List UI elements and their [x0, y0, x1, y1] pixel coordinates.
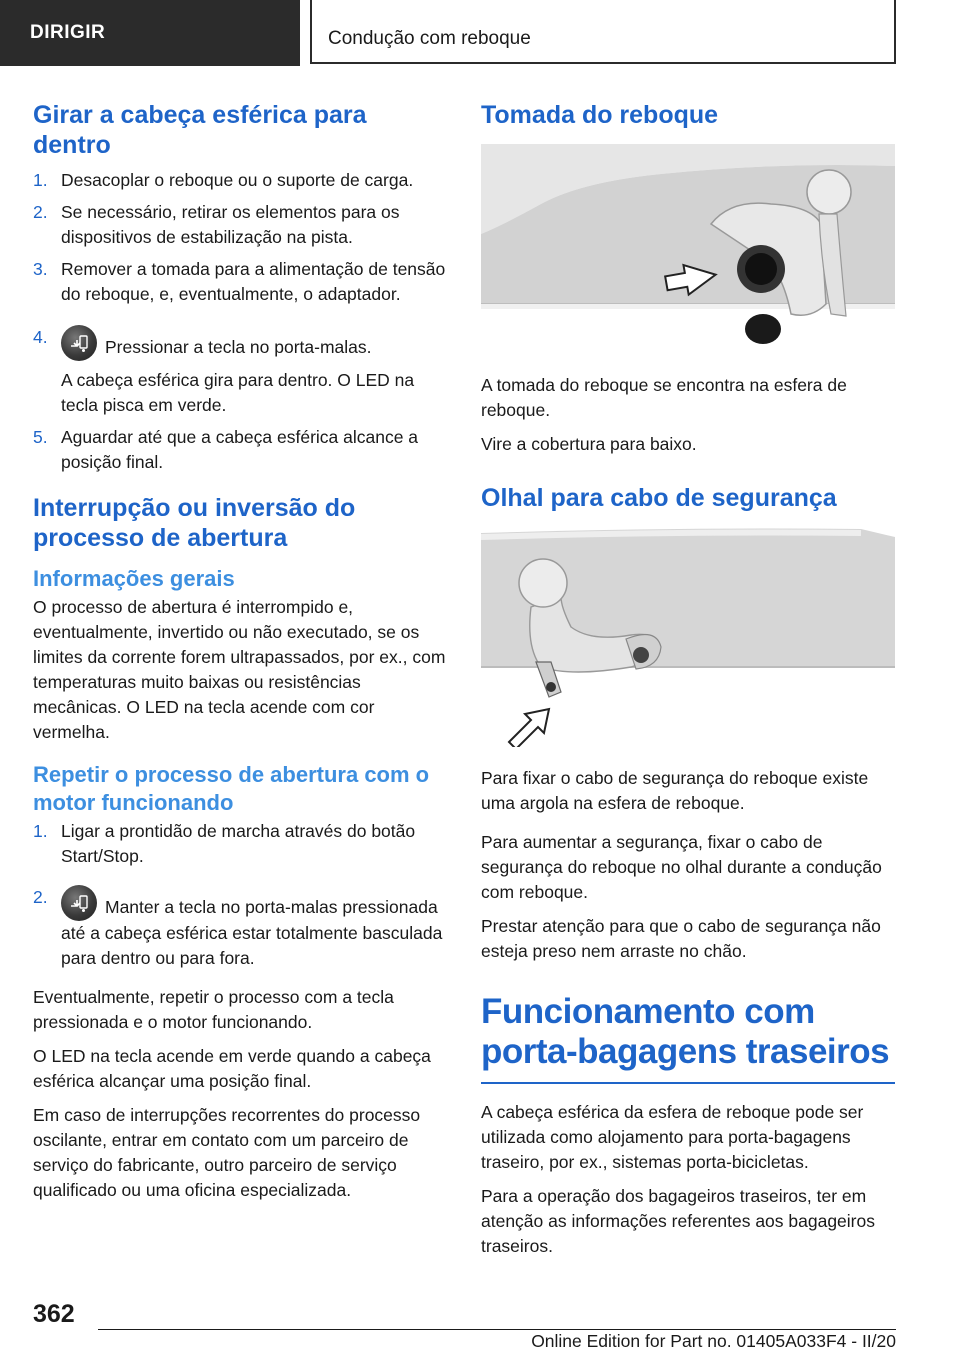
steps-repeat [33, 819, 447, 971]
paragraph-eyelet-2: Para aumentar a segurança, fixar o cabo de segurança do reboque no olhal durante a condução com reboque. [481, 832, 882, 902]
paragraph-repeat-2: O LED na tecla acende em verde quando a cabeça esférica alcançar uma posição final. [33, 1046, 431, 1091]
paragraph-carrier-1: A cabeça esférica da esfera de reboque pode ser utilizada como alojamento para porta-bagagens traseiro, por ex., sistemas porta-bicicletas. [481, 1102, 864, 1172]
page-number: 362 [33, 1300, 75, 1328]
steps-turn-in [33, 168, 447, 475]
footer-rule [98, 1329, 896, 1330]
chapter-title: Condução com reboque [310, 0, 896, 64]
paragraph-socket-1: A tomada do reboque se encontra na esfera de reboque. [481, 375, 847, 420]
eyelet-illustration [481, 527, 895, 752]
heading-rule [481, 1082, 895, 1084]
paragraph-repeat-1: Eventualmente, repetir o processo com a tecla pressionada e o motor funcionando. [33, 987, 394, 1032]
step-note: A cabeça esférica gira para dentro. O LED na tecla pisca em verde. [61, 370, 415, 415]
heading-rear-carrier: Funcionamento com porta-bagagens traseiros [481, 992, 890, 1071]
list-item: 1. Desacoplar o reboque ou o suporte de carga. [33, 170, 414, 190]
paragraph-eyelet-1: Para fixar o cabo de segurança do reboque existe uma argola na esfera de reboque. [481, 768, 869, 813]
paragraph-repeat-3: Em caso de interrupções recorrentes do processo oscilante, entrar em contato com um parceiro de serviço do fabricante, outro parceiro de serviço qualificado ou uma oficina especializada. [33, 1105, 421, 1200]
heading-socket: Tomada do reboque [481, 101, 719, 129]
list-item: 2. Manter a tecla no porta-malas pressionada até a cabeça esférica estar totalmente basculada para dentro ou para fora. [33, 887, 443, 968]
paragraph-carrier-2: Para a operação dos bagageiros traseiros, ter em atenção as informações referentes aos bagageiros traseiros. [481, 1186, 875, 1256]
list-item: 5. Aguardar até que a cabeça esférica alcance a posição final. [33, 427, 419, 472]
list-item: 3. Remover a tomada para a alimentação de tensão do reboque, e, eventualmente, o adaptador. [33, 259, 446, 304]
paragraph-general: O processo de abertura é interrompido e, eventualmente, invertido ou não executado, se os limites da corrente forem ultrapassados, por ex., com temperaturas muito baixas ou resistências mecânicas. O LED na tecla acende com cor vermelha. [33, 597, 446, 742]
list-item: 4. Pressionar a tecla no porta-malas. A cabeça esférica gira para dentro. O LED na tecla pisca em verde. [33, 325, 447, 418]
footer-edition: Online Edition for Part no. 01405A033F4 - II/20 [531, 1331, 896, 1351]
trunk-key-icon [61, 885, 97, 921]
heading-turn-ball-in: Girar a cabeça esférica para dentro [33, 101, 367, 159]
heading-interrupt: Interrupção ou inversão do processo de abertura [33, 494, 356, 552]
trunk-key-icon [61, 325, 97, 361]
list-item: 2. Se necessário, retirar os elementos para os dispositivos de estabilização na pista. [33, 202, 400, 247]
left-column [33, 100, 447, 1212]
heading-repeat: Repetir o processo de abertura com o motor funcionando [33, 762, 430, 815]
paragraph-socket-2: Vire a cobertura para baixo. [481, 434, 697, 454]
list-item: 1. Ligar a prontidão de marcha através do botão Start/Stop. [33, 821, 416, 866]
heading-general-info: Informações gerais [33, 566, 235, 591]
socket-illustration [481, 144, 895, 359]
heading-eyelet: Olhal para cabo de segurança [481, 484, 837, 512]
paragraph-eyelet-3: Prestar atenção para que o cabo de segurança não esteja preso nem arraste no chão. [481, 916, 881, 961]
right-column [481, 100, 895, 1268]
section-tab: DIRIGIR [0, 0, 300, 66]
